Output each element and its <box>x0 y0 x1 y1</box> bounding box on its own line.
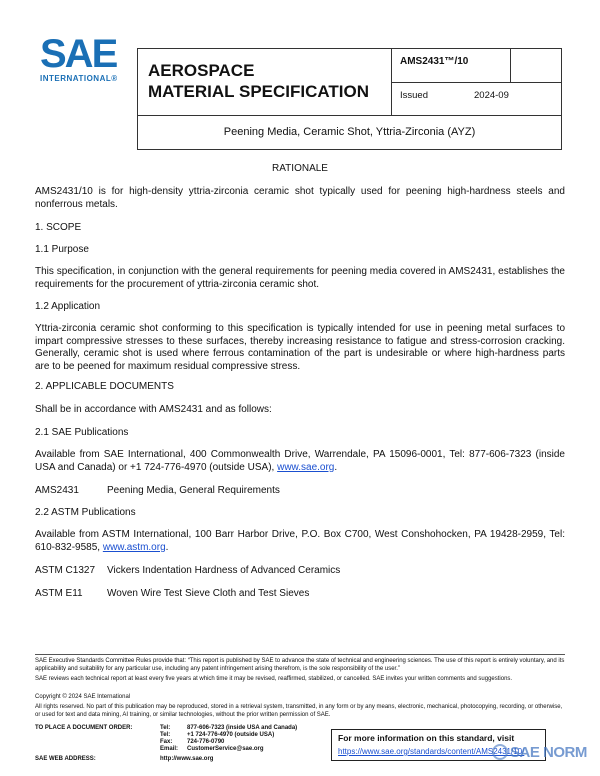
section-2-text: Shall be in accordance with AMS2431 and as follows: <box>35 404 272 415</box>
tel2-value: +1 724-776-4970 (outside USA) <box>187 732 275 738</box>
footer-rules: SAE Executive Standards Committee Rules provide that: “This report is published by SAE to advance the state of technical and engineering sciences. The use of this report is entirely voluntary, and its applicability and suitability for any particular use, including any patent infringement arising therefrom, is the sole responsibility of the user.” <box>35 658 565 672</box>
footer-rights: All rights reserved. No part of this publication may be reproduced, stored in a retrieval system, transmitted, in any form or by any means, electronic, mechanical, photocopying, recording, or otherwise, or used for text and data mining, AI training, or similar technologies, without the prior written permission of SAE. <box>35 704 563 718</box>
reference-code: ASTM C1327 <box>35 565 96 576</box>
footer-copyright: Copyright © 2024 SAE International <box>35 694 131 700</box>
sae-website-link[interactable]: www.sae.org <box>277 461 335 473</box>
section-2-1-heading: 2.1 SAE Publications <box>35 427 129 438</box>
section-1-1-heading: 1.1 Purpose <box>35 244 89 255</box>
tel-value: 877-606-7323 (inside USA and Canada) <box>187 725 298 731</box>
more-info-title: For more information on this standard, visit <box>338 733 515 743</box>
watermark-logo-icon <box>492 744 508 760</box>
email-value[interactable]: CustomerService@sae.org <box>187 746 264 752</box>
document-number: AMS2431™/10 <box>400 56 469 67</box>
issued-label: Issued <box>400 90 428 101</box>
section-2-2-heading: 2.2 ASTM Publications <box>35 507 136 518</box>
footer-separator <box>35 654 565 655</box>
section-1-2-text: Yttria-zirconia ceramic shot conforming to this specification is typically intended for use in peening metal surfaces to impart compressive stresses to these surfaces, thereby increasing resistance to fatigue and stress-corrosion cracking. Generally, ceramic shot is used where ferrous contamination of the part is undesirable or where high-hardness parts are to be peened for maximum residual compressive stress. <box>35 323 565 372</box>
document-subtitle: Peening Media, Ceramic Shot, Yttria-Zirconia (AYZ) <box>223 126 476 138</box>
header-divider <box>391 82 562 83</box>
tel-label: Tel: <box>160 725 171 731</box>
issued-date: 2024-09 <box>474 90 509 101</box>
section-2-1-paragraph: Available from SAE International, 400 Commonwealth Drive, Warrendale, PA 15096-0001, Tel: 877-606-7323 (inside USA and Canada) or +1 724-776-4970 (outside USA), www.sae.org. <box>35 449 565 473</box>
document-type-title <box>148 60 369 102</box>
section-1-heading: 1. SCOPE <box>35 222 82 233</box>
section-2-2-paragraph: Available from ASTM International, 100 Barr Harbor Drive, P.O. Box C700, West Conshohocken, PA 19428-2959, Tel: 610-832-9585, www.astm.org. <box>35 529 565 553</box>
rationale-text: AMS2431/10 is for high-density yttria-zirconia ceramic shot typically used for peening high-hardness steels and nonferrous metals. <box>35 186 565 210</box>
section-2-heading: 2. APPLICABLE DOCUMENTS <box>35 381 174 392</box>
fax-value: 724-776-0790 <box>187 739 225 745</box>
reference-title: Vickers Indentation Hardness of Advanced Ceramics <box>107 565 341 576</box>
logo-sub-text: INTERNATIONAL® <box>40 74 118 83</box>
section-1-2-heading: 1.2 Application <box>35 301 101 312</box>
reference-code: ASTM E11 <box>35 588 83 599</box>
email-label: Email: <box>160 746 179 752</box>
header-divider <box>510 48 511 82</box>
section-2-1-text: Available from SAE International, 400 Commonwealth Drive, Warrendale, PA 15096-0001, Tel: 877-606-7323 (inside USA and Canada) or +1 724-776-4970 (outside USA), <box>35 449 565 473</box>
logo-main-text: SAE <box>40 32 117 76</box>
order-label: TO PLACE A DOCUMENT ORDER: <box>35 725 133 731</box>
http-label[interactable]: http://www.sae.org <box>160 756 214 762</box>
rationale-heading: RATIONALE <box>272 163 328 174</box>
section-1-1-text: This specification, in conjunction with the general requirements for peening media covered in AMS2431, establishes the requirements for the procurement of yttria-zirconia ceramic shot. <box>35 266 565 290</box>
watermark-text: SAE NORM <box>510 744 587 761</box>
title-line-1: AEROSPACE <box>148 61 255 80</box>
fax-label: Fax: <box>160 739 173 745</box>
reference-title: Woven Wire Test Sieve Cloth and Test Sieves <box>107 588 310 599</box>
reference-code: AMS2431 <box>35 485 79 496</box>
header-divider <box>137 115 562 116</box>
tel2-label: Tel: <box>160 732 171 738</box>
sae-logo <box>40 32 128 86</box>
standard-url-link[interactable]: https://www.sae.org/standards/content/AMS2431/10/ <box>338 747 525 756</box>
reference-title: Peening Media, General Requirements <box>107 485 280 496</box>
section-2-2-text: Available from ASTM International, 100 Barr Harbor Drive, P.O. Box C700, West Conshohocken, PA 19428-2959, Tel: 610-832-9585, <box>35 529 565 553</box>
title-line-2: MATERIAL SPECIFICATION <box>148 82 369 101</box>
footer-review: SAE reviews each technical report at least every five years at which time it may be revised, reaffirmed, stabilized, or cancelled. SAE invites your written comments and suggestions. <box>35 676 513 682</box>
web-address-label: SAE WEB ADDRESS: <box>35 756 96 762</box>
astm-website-link[interactable]: www.astm.org <box>102 541 166 553</box>
